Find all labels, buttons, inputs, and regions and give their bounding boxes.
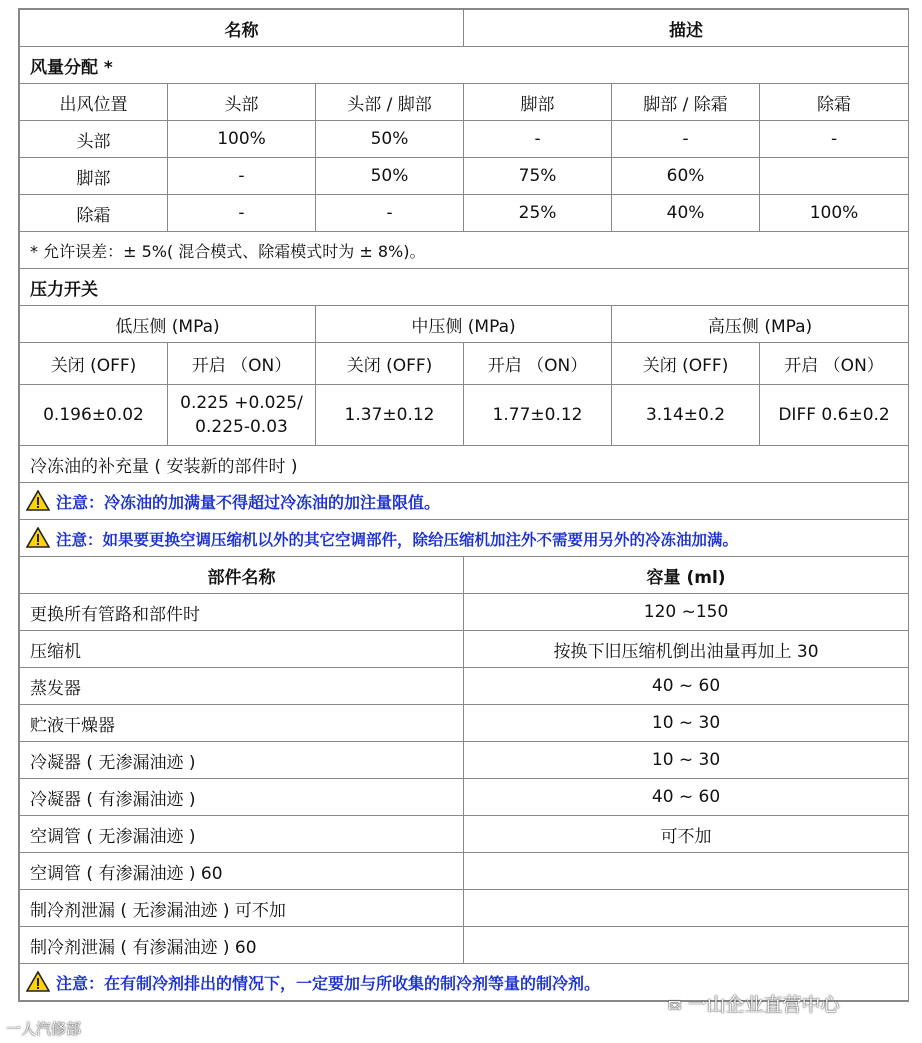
pressure-group-mid: 中压侧 (MPa) (316, 306, 612, 343)
oil-part: 制冷剂泄漏 ( 有渗漏油迹 ) 60 (20, 927, 464, 964)
oil-part: 压缩机 (20, 631, 464, 668)
header-name: 名称 (20, 10, 464, 47)
airflow-cell: 除霜 (20, 195, 168, 232)
pressure-value-row (20, 385, 909, 446)
airflow-header: 出风位置 (20, 84, 168, 121)
oil-warning-1 (20, 483, 909, 520)
airflow-cell: 75% (464, 158, 612, 195)
pressure-title: 压力开关 (20, 269, 909, 306)
oil-warning-1-text: 注意：冷冻油的加满量不得超过冷冻油的加注量限值。 (56, 492, 441, 512)
oil-part: 冷凝器 ( 无渗漏油迹 ) (20, 742, 464, 779)
pressure-sub-row (20, 343, 909, 385)
airflow-header: 脚部 / 除霜 (612, 84, 760, 121)
pressure-value: 3.14±0.2 (612, 385, 760, 446)
airflow-cell: 60% (612, 158, 760, 195)
table-row (20, 779, 909, 816)
airflow-cell: 头部 (20, 121, 168, 158)
pressure-sub-header: 开启 （ON） (464, 343, 612, 385)
table-row (20, 742, 909, 779)
watermark-right (668, 990, 839, 1017)
pressure-sub-header: 关闭 (OFF) (316, 343, 464, 385)
table-row (20, 705, 909, 742)
pressure-sub-header: 开启 （ON） (168, 343, 316, 385)
oil-capacity: 120 ~150 (464, 594, 909, 631)
watermark-right-text: 一山企业直营中心 (687, 994, 840, 1016)
pressure-value-line1: 0.225 +0.025/ (180, 393, 303, 413)
airflow-cell: 50% (316, 121, 464, 158)
airflow-header: 脚部 (464, 84, 612, 121)
pressure-value: DIFF 0.6±0.2 (760, 385, 909, 446)
airflow-header: 除霜 (760, 84, 909, 121)
oil-capacity (464, 927, 909, 964)
airflow-header: 头部 / 脚部 (316, 84, 464, 121)
oil-capacity: 40 ~ 60 (464, 779, 909, 816)
oil-part: 冷凝器 ( 有渗漏油迹 ) (20, 779, 464, 816)
airflow-tolerance-note: * 允许误差：± 5%( 混合模式、除霜模式时为 ± 8%)。 (20, 232, 909, 269)
airflow-cell (760, 158, 909, 195)
airflow-title: 风量分配 * (20, 47, 909, 84)
table-header-row (20, 10, 909, 47)
airflow-cell: - (168, 195, 316, 232)
oil-capacity (464, 853, 909, 890)
table-row (20, 890, 909, 927)
airflow-cell: - (464, 121, 612, 158)
oil-capacity: 10 ~ 30 (464, 742, 909, 779)
watermark-left-text: 一人汽修部 (6, 1020, 82, 1038)
table-row (20, 158, 909, 195)
airflow-cell: 50% (316, 158, 464, 195)
pressure-group-low: 低压侧 (MPa) (20, 306, 316, 343)
airflow-header-row (20, 84, 909, 121)
oil-capacity: 10 ~ 30 (464, 705, 909, 742)
oil-capacity: 可不加 (464, 816, 909, 853)
spec-document (18, 8, 909, 1002)
spec-table (19, 9, 909, 1001)
pressure-value: 0.196±0.02 (20, 385, 168, 446)
oil-part: 空调管 ( 无渗漏油迹 ) (20, 816, 464, 853)
pressure-sub-header: 开启 （ON） (760, 343, 909, 385)
oil-part: 蒸发器 (20, 668, 464, 705)
table-row (20, 631, 909, 668)
oil-title: 冷冻油的补充量 ( 安装新的部件时 ) (20, 446, 909, 483)
table-row (20, 853, 909, 890)
pressure-group-high: 高压侧 (MPa) (612, 306, 909, 343)
warning-icon (26, 490, 50, 511)
airflow-cell: 100% (168, 121, 316, 158)
table-row (20, 927, 909, 964)
table-row (20, 195, 909, 232)
pressure-value: 1.77±0.12 (464, 385, 612, 446)
pressure-sub-header: 关闭 (OFF) (20, 343, 168, 385)
table-row (20, 594, 909, 631)
oil-header-row (20, 557, 909, 594)
warning-icon (26, 527, 50, 548)
oil-col-capacity: 容量 (ml) (464, 557, 909, 594)
airflow-cell: 100% (760, 195, 909, 232)
oil-part: 空调管 ( 有渗漏油迹 ) 60 (20, 853, 464, 890)
table-row (20, 816, 909, 853)
airflow-cell: 脚部 (20, 158, 168, 195)
oil-part: 更换所有管路和部件时 (20, 594, 464, 631)
table-row (20, 668, 909, 705)
airflow-cell: - (612, 121, 760, 158)
oil-capacity: 40 ~ 60 (464, 668, 909, 705)
oil-capacity: 按换下旧压缩机倒出油量再加上 30 (464, 631, 909, 668)
pressure-group-row (20, 306, 909, 343)
watermark-left (6, 1018, 81, 1039)
oil-warning-2 (20, 520, 909, 557)
oil-part: 制冷剂泄漏 ( 无渗漏油迹 ) 可不加 (20, 890, 464, 927)
airflow-header: 头部 (168, 84, 316, 121)
pressure-sub-header: 关闭 (OFF) (612, 343, 760, 385)
warning-icon (26, 971, 50, 992)
oil-part: 贮液干燥器 (20, 705, 464, 742)
airflow-cell: 25% (464, 195, 612, 232)
airflow-cell: - (760, 121, 909, 158)
table-row (20, 121, 909, 158)
wechat-icon: ✉ (668, 996, 682, 1015)
oil-warning-3-text: 注意：在有制冷剂排出的情况下，一定要加与所收集的制冷剂等量的制冷剂。 (56, 973, 601, 993)
pressure-value-line2: 0.225-0.03 (195, 417, 288, 437)
airflow-cell: 40% (612, 195, 760, 232)
airflow-cell: - (316, 195, 464, 232)
oil-capacity (464, 890, 909, 927)
pressure-value: 1.37±0.12 (316, 385, 464, 446)
airflow-cell: - (168, 158, 316, 195)
pressure-value-multiline (168, 385, 316, 446)
oil-col-part: 部件名称 (20, 557, 464, 594)
header-description: 描述 (464, 10, 909, 47)
oil-warning-2-text: 注意：如果要更换空调压缩机以外的其它空调部件，除给压缩机加注外不需要用另外的冷冻油加满。 (56, 530, 739, 549)
